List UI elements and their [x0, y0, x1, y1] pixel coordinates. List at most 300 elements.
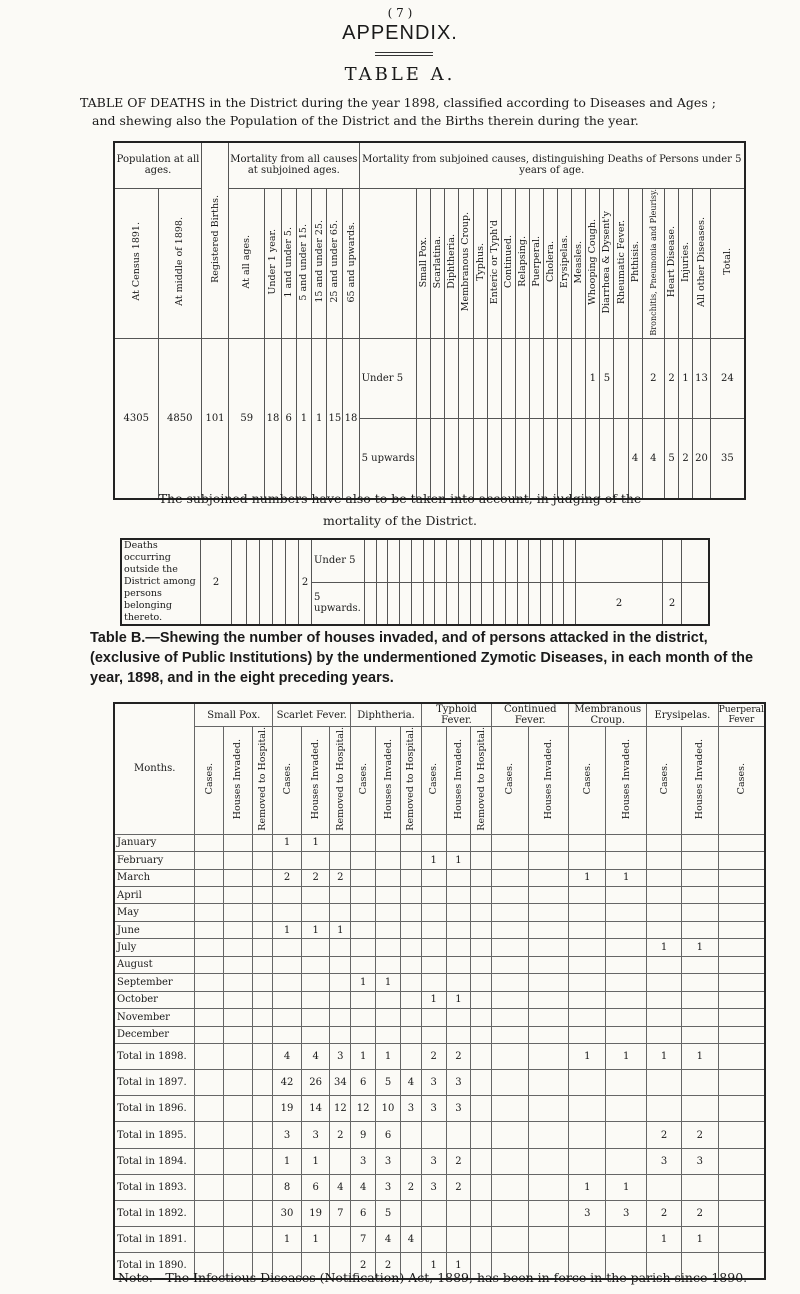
table-cell	[471, 991, 492, 1008]
table-cell: 7	[351, 1227, 376, 1253]
row-label: Total in 1895.	[114, 1122, 195, 1148]
age-15-25-header: 15 and under 25.	[312, 188, 327, 339]
table-cell	[569, 1227, 606, 1253]
table-cell	[471, 1009, 492, 1026]
table-cell: 6	[351, 1200, 376, 1226]
table-cell	[718, 852, 765, 869]
table-cell	[718, 939, 765, 956]
table-cell: 34	[330, 1070, 351, 1096]
table-cell	[223, 1200, 252, 1226]
age-25-65-header: 25 and under 65.	[327, 188, 343, 339]
table-cell	[195, 1122, 224, 1148]
sub-cases: Cases.	[351, 727, 376, 835]
outside-65-up: 2	[299, 539, 312, 625]
table-cell	[421, 887, 446, 904]
table-cell	[351, 921, 376, 938]
table-cell	[400, 1148, 421, 1174]
table-cell	[273, 956, 302, 973]
table-cell	[195, 1227, 224, 1253]
table-cell	[718, 956, 765, 973]
outside-other: 2	[576, 582, 663, 625]
table-cell	[301, 939, 330, 956]
table-cell	[606, 1227, 647, 1253]
table-cell: 1	[351, 1043, 376, 1069]
table-cell	[569, 1096, 606, 1122]
table-row	[114, 974, 765, 991]
row-label: May	[114, 904, 195, 921]
table-cell	[330, 1009, 351, 1026]
table-cell	[195, 991, 224, 1008]
row-label: Total in 1892.	[114, 1200, 195, 1226]
table-cell	[606, 887, 647, 904]
table-cell	[446, 1026, 471, 1043]
cholera-header: Cholera.	[543, 188, 557, 339]
table-cell	[606, 956, 647, 973]
table-cell	[606, 904, 647, 921]
table-cell	[681, 1096, 718, 1122]
table-cell	[252, 1026, 273, 1043]
table-cell	[223, 956, 252, 973]
table-cell	[400, 834, 421, 851]
row-label: March	[114, 869, 195, 886]
table-cell	[351, 869, 376, 886]
table-cell	[351, 887, 376, 904]
table-cell	[569, 1070, 606, 1096]
table-cell	[528, 956, 569, 973]
table-cell: 1	[376, 974, 401, 991]
table-cell	[606, 1096, 647, 1122]
table-cell	[330, 956, 351, 973]
table-cell	[471, 1148, 492, 1174]
table-cell	[446, 904, 471, 921]
table-cell	[400, 991, 421, 1008]
census-1891-value: 4305	[114, 339, 158, 499]
table-cell	[647, 956, 682, 973]
disease-erysipelas: Erysipelas.	[647, 703, 719, 727]
births-header: Registered Births.	[202, 142, 229, 339]
table-cell	[223, 834, 252, 851]
table-cell	[252, 1174, 273, 1200]
table-cell	[301, 1009, 330, 1026]
sub-houses: Houses Invaded.	[606, 727, 647, 835]
under5-bronchitis: 2	[642, 339, 664, 419]
sub-houses: Houses Invaded.	[446, 727, 471, 835]
table-cell	[471, 1096, 492, 1122]
table-cell	[421, 904, 446, 921]
under5-other: 13	[693, 339, 711, 419]
table-cell	[718, 869, 765, 886]
rheumatic-header: Rheumatic Fever.	[614, 188, 628, 339]
table-cell	[223, 887, 252, 904]
table-cell: 6	[301, 1174, 330, 1200]
table-cell	[376, 887, 401, 904]
upwards-heart: 5	[664, 419, 678, 499]
table-cell	[718, 921, 765, 938]
table-cell: 3	[301, 1122, 330, 1148]
sub-houses: Houses Invaded.	[223, 727, 252, 835]
table-cell	[223, 1227, 252, 1253]
table-cell	[446, 869, 471, 886]
table-cell	[569, 852, 606, 869]
table-cell	[223, 1043, 252, 1069]
table-cell	[528, 1096, 569, 1122]
table-cell	[400, 974, 421, 991]
table-cell	[195, 1148, 224, 1174]
table-cell	[400, 1200, 421, 1226]
row-label: November	[114, 1009, 195, 1026]
table-cell: 5	[376, 1070, 401, 1096]
table-cell	[569, 991, 606, 1008]
sub-houses: Houses Invaded.	[681, 727, 718, 835]
table-cell	[492, 1122, 529, 1148]
table-cell	[647, 887, 682, 904]
population-header: Population at all ages.	[114, 142, 202, 188]
table-row	[114, 887, 765, 904]
table-cell: 2	[421, 1043, 446, 1069]
table-cell: 1	[647, 1227, 682, 1253]
table-cell	[273, 852, 302, 869]
table-cell	[301, 904, 330, 921]
table-cell	[718, 974, 765, 991]
middle-1898-header: At middle of 1898.	[158, 188, 201, 339]
whooping-header: Whooping Cough.	[586, 188, 600, 339]
table-cell	[252, 1043, 273, 1069]
table-cell	[606, 834, 647, 851]
table-cell	[528, 904, 569, 921]
table-cell	[421, 939, 446, 956]
table-cell	[718, 1200, 765, 1226]
table-cell: 1	[446, 1253, 471, 1279]
table-cell	[301, 852, 330, 869]
table-cell	[400, 1026, 421, 1043]
table-cell	[528, 869, 569, 886]
table-cell: 12	[351, 1096, 376, 1122]
table-cell	[569, 1026, 606, 1043]
table-cell	[647, 921, 682, 938]
puerperal-header: Puerperal.	[529, 188, 543, 339]
table-cell	[195, 904, 224, 921]
table-cell	[446, 1227, 471, 1253]
upwards-bronchitis: 4	[642, 419, 664, 499]
age-1-5-value: 6	[281, 339, 296, 499]
table-cell: 1	[301, 834, 330, 851]
table-cell	[681, 1026, 718, 1043]
table-cell	[421, 1122, 446, 1148]
table-cell: 1	[351, 974, 376, 991]
table-cell	[376, 939, 401, 956]
note-line-1: The subjoined numbers have also to be taken into account, in judging of the	[158, 491, 642, 506]
row-label: Total in 1890.	[114, 1253, 195, 1279]
table-cell	[681, 974, 718, 991]
table-cell	[647, 991, 682, 1008]
table-cell: 2	[647, 1122, 682, 1148]
sub-cases: Cases.	[195, 727, 224, 835]
table-cell	[195, 1043, 224, 1069]
table-cell	[376, 852, 401, 869]
table-cell	[195, 852, 224, 869]
table-cell	[252, 956, 273, 973]
row-label: Total in 1897.	[114, 1070, 195, 1096]
table-cell	[569, 974, 606, 991]
age-1-5-header: 1 and under 5.	[281, 188, 296, 339]
table-cell	[400, 921, 421, 938]
row-label: Total in 1894.	[114, 1148, 195, 1174]
table-cell: 1	[446, 991, 471, 1008]
table-cell: 1	[647, 939, 682, 956]
births-value: 101	[202, 339, 229, 499]
table-cell: 3	[351, 1148, 376, 1174]
table-cell	[446, 1200, 471, 1226]
table-cell	[528, 921, 569, 938]
table-cell	[195, 887, 224, 904]
table-cell	[647, 974, 682, 991]
table-cell: 6	[376, 1122, 401, 1148]
table-cell: 5	[376, 1200, 401, 1226]
table-cell	[492, 834, 529, 851]
table-cell	[718, 887, 765, 904]
table-cell	[446, 956, 471, 973]
table-cell: 2	[330, 869, 351, 886]
table-cell	[471, 1174, 492, 1200]
row-label: July	[114, 939, 195, 956]
upwards-other: 20	[693, 419, 711, 499]
table-cell: 1	[273, 1148, 302, 1174]
table-cell	[718, 1096, 765, 1122]
table-cell	[718, 991, 765, 1008]
table-cell	[492, 939, 529, 956]
table-cell	[195, 939, 224, 956]
erysipelas-header: Erysipelas.	[558, 188, 572, 339]
table-cell	[528, 852, 569, 869]
table-cell	[376, 921, 401, 938]
table-cell: 30	[273, 1200, 302, 1226]
table-cell: 1	[421, 852, 446, 869]
middle-1898-value: 4850	[158, 339, 201, 499]
diphtheria-header: Diphtheria.	[445, 188, 459, 339]
table-cell	[647, 1174, 682, 1200]
table-row	[114, 991, 765, 1008]
table-cell	[195, 1096, 224, 1122]
injuries-header: Injuries.	[679, 188, 693, 339]
table-cell: 8	[273, 1174, 302, 1200]
table-cell: 42	[273, 1070, 302, 1096]
table-cell	[492, 956, 529, 973]
table-cell	[681, 852, 718, 869]
table-row	[114, 1096, 765, 1122]
typhus-header: Typhus.	[473, 188, 487, 339]
table-cell: 2	[647, 1200, 682, 1226]
outside-upwards-label: 5 upwards.	[312, 582, 365, 625]
table-cell: 2	[400, 1174, 421, 1200]
table-b-title: Table B.—Shewing the number of houses invaded, and of persons attacked in the district, (exclusive of Public Institutions) by the undermentioned Zymotic Diseases, in each month of the year, 1898, and in the eight preceding years.	[90, 630, 754, 686]
table-cell	[569, 956, 606, 973]
table-cell	[492, 921, 529, 938]
census-1891-header: At Census 1891.	[114, 188, 158, 339]
table-cell	[351, 834, 376, 851]
table-cell	[273, 939, 302, 956]
table-cell	[330, 974, 351, 991]
under5-diarrhoea: 5	[600, 339, 614, 419]
table-cell	[446, 974, 471, 991]
table-cell	[301, 991, 330, 1008]
table-cell	[718, 904, 765, 921]
table-cell: 2	[301, 869, 330, 886]
table-cell	[471, 1122, 492, 1148]
table-cell	[471, 852, 492, 869]
croup-header: Membranous Croup.	[459, 188, 473, 339]
table-cell: 1	[569, 869, 606, 886]
table-cell: 1	[681, 1043, 718, 1069]
table-cell	[376, 956, 401, 973]
scarlatina-header: Scarlatina.	[431, 188, 445, 339]
row-label: April	[114, 887, 195, 904]
table-cell	[528, 1174, 569, 1200]
table-cell: 4	[376, 1227, 401, 1253]
table-cell	[400, 852, 421, 869]
table-cell	[400, 956, 421, 973]
table-cell: 2	[273, 869, 302, 886]
table-cell	[569, 1148, 606, 1174]
table-row	[114, 1070, 765, 1096]
table-cell: 1	[681, 939, 718, 956]
table-cell	[273, 991, 302, 1008]
table-cell	[569, 921, 606, 938]
table-cell	[400, 939, 421, 956]
table-cell	[647, 834, 682, 851]
table-cell: 3	[446, 1096, 471, 1122]
table-cell	[528, 834, 569, 851]
table-cell	[330, 1026, 351, 1043]
phthisis-header: Phthisis.	[628, 188, 642, 339]
table-cell	[252, 974, 273, 991]
table-cell: 1	[273, 921, 302, 938]
all-ages-value: 59	[229, 339, 265, 499]
table-cell	[273, 887, 302, 904]
table-cell	[301, 1026, 330, 1043]
table-b	[113, 702, 766, 1280]
bronchitis-header: Bronchitis, Pneumonia and Pleurisy.	[642, 188, 664, 339]
table-cell: 1	[606, 869, 647, 886]
table-cell: 3	[376, 1174, 401, 1200]
table-cell	[718, 1227, 765, 1253]
table-cell: 1	[376, 1043, 401, 1069]
table-cell	[606, 1026, 647, 1043]
table-cell	[718, 834, 765, 851]
table-cell	[647, 852, 682, 869]
table-cell: 1	[330, 921, 351, 938]
table-cell	[606, 1148, 647, 1174]
table-cell	[606, 1070, 647, 1096]
table-cell: 3	[421, 1096, 446, 1122]
table-cell	[376, 869, 401, 886]
table-cell	[252, 904, 273, 921]
table-cell	[471, 1043, 492, 1069]
divider-rule	[375, 52, 433, 56]
table-cell	[606, 974, 647, 991]
table-cell: 12	[330, 1096, 351, 1122]
table-cell	[718, 1043, 765, 1069]
table-cell	[606, 991, 647, 1008]
under5-heart: 2	[664, 339, 678, 419]
table-cell	[569, 1009, 606, 1026]
table-cell	[492, 904, 529, 921]
table-row	[114, 869, 765, 886]
sub-cases: Cases.	[273, 727, 302, 835]
table-cell	[606, 921, 647, 938]
table-cell	[400, 1043, 421, 1069]
table-cell	[421, 956, 446, 973]
table-cell	[252, 1096, 273, 1122]
table-cell	[223, 921, 252, 938]
table-cell	[446, 834, 471, 851]
sub-removed: Removed to Hospital.	[330, 727, 351, 835]
table-cell	[351, 956, 376, 973]
table-cell	[252, 1227, 273, 1253]
table-a-title: TABLE A.	[344, 64, 456, 85]
table-cell: 2	[376, 1253, 401, 1279]
table-row	[114, 1148, 765, 1174]
table-cell	[681, 869, 718, 886]
table-cell: 4	[351, 1174, 376, 1200]
table-cell: 1	[681, 1227, 718, 1253]
table-cell	[330, 991, 351, 1008]
table-cell	[252, 1200, 273, 1226]
table-cell: 1	[606, 1174, 647, 1200]
table-cell	[330, 887, 351, 904]
table-cell	[223, 1122, 252, 1148]
table-cell	[528, 974, 569, 991]
table-row	[114, 939, 765, 956]
table-cell	[376, 834, 401, 851]
table-cell: 1	[647, 1043, 682, 1069]
table-cell	[647, 904, 682, 921]
table-cell	[492, 1096, 529, 1122]
table-cell	[252, 921, 273, 938]
table-cell	[421, 1026, 446, 1043]
upwards-injuries: 2	[679, 419, 693, 499]
table-cell	[528, 1200, 569, 1226]
table-cell: 26	[301, 1070, 330, 1096]
age-25-65-value: 15	[327, 339, 343, 499]
subjoined-note	[0, 488, 800, 532]
table-cell	[421, 921, 446, 938]
table-cell: 4	[400, 1070, 421, 1096]
table-cell: 1	[569, 1174, 606, 1200]
page-number: ( 7 )	[387, 6, 413, 20]
table-cell	[492, 1026, 529, 1043]
table-cell	[528, 887, 569, 904]
table-cell	[195, 1009, 224, 1026]
table-cell	[351, 904, 376, 921]
table-cell: 4	[400, 1227, 421, 1253]
row-label: Total in 1896.	[114, 1096, 195, 1122]
sub-houses: Houses Invaded.	[301, 727, 330, 835]
disease-scarlet: Scarlet Fever.	[273, 703, 351, 727]
table-cell: 4	[301, 1043, 330, 1069]
table-cell	[351, 991, 376, 1008]
table-cell	[492, 852, 529, 869]
outside-total: 2	[663, 582, 682, 625]
table-cell	[273, 904, 302, 921]
table-cell	[471, 1026, 492, 1043]
table-cell	[351, 1026, 376, 1043]
table-cell: 2	[446, 1174, 471, 1200]
table-cell	[471, 869, 492, 886]
table-cell	[376, 1009, 401, 1026]
table-cell	[718, 1122, 765, 1148]
sub-houses: Houses Invaded.	[528, 727, 569, 835]
footnote: Note.—The Infectious Diseases (Notification) Act, 1889, has been in force in the parish since 1890.	[118, 1270, 748, 1285]
